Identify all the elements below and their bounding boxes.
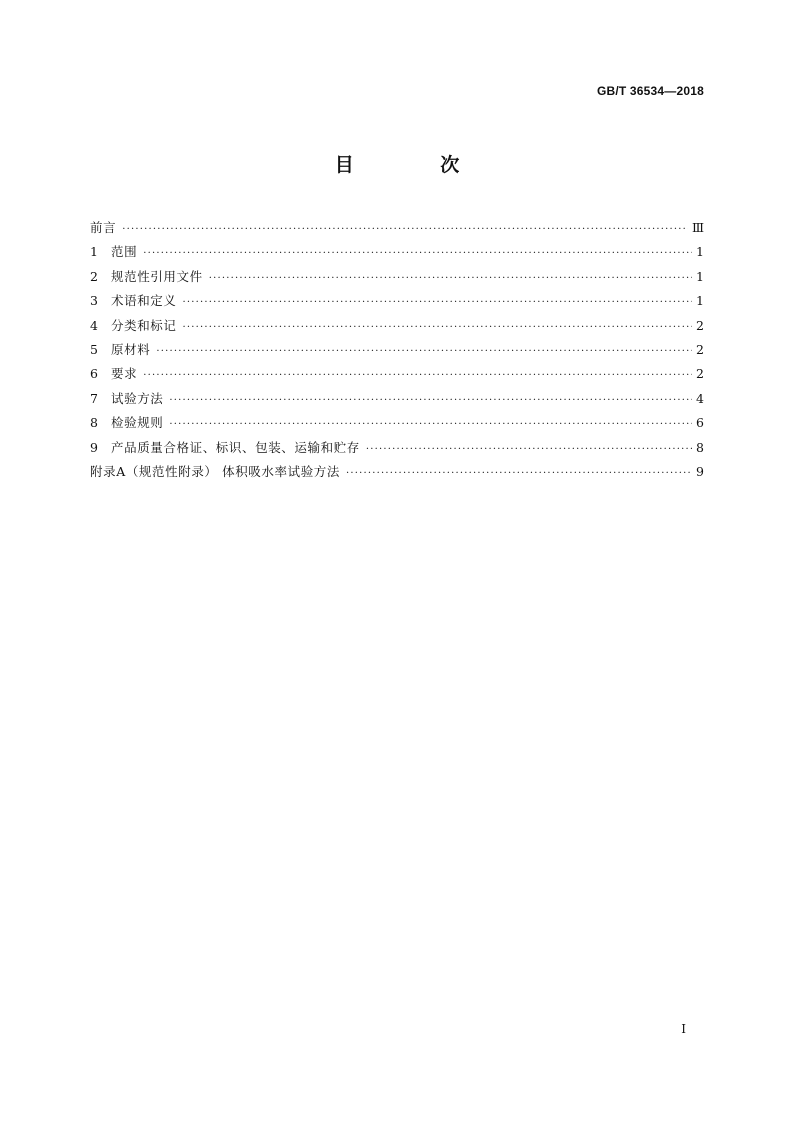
toc-entry-text: 试验方法 — [111, 390, 164, 406]
toc-entry-text: 产品质量合格证、标识、包装、运输和贮存 — [111, 439, 360, 455]
toc-leader-dots — [143, 242, 692, 266]
toc-entry-terms-definitions[interactable] — [90, 289, 704, 313]
standard-number: GB/T 36534—2018 — [596, 84, 704, 98]
toc-leader-dots — [169, 413, 692, 437]
toc-page-number: 1 — [696, 293, 704, 309]
toc-entry-text: 规范性引用文件 — [111, 268, 203, 284]
toc-entry-requirements[interactable] — [90, 362, 704, 386]
toc-leader-dots — [366, 438, 692, 462]
toc-page-number: 1 — [696, 244, 704, 260]
toc-entry-inspection-rules[interactable] — [90, 411, 704, 435]
toc-entry-number: 1 — [90, 244, 98, 260]
toc-entry-number: 7 — [90, 390, 98, 406]
toc-page-number: 1 — [696, 268, 704, 284]
toc-entry-test-methods[interactable] — [90, 387, 704, 411]
toc-entry-text: 附录A（规范性附录） 体积吸水率试验方法 — [90, 463, 341, 479]
toc-leader-dots — [183, 291, 692, 315]
toc-entry-number: 3 — [90, 293, 98, 309]
toc-page-number: 2 — [696, 317, 704, 333]
toc-entry-text: 检验规则 — [111, 415, 164, 431]
page-title: 目 次 — [334, 154, 500, 176]
toc-entry-text: 术语和定义 — [111, 293, 177, 309]
toc-leader-dots — [156, 340, 692, 364]
toc-entry-raw-materials[interactable] — [90, 338, 704, 362]
toc-entry-number: 5 — [90, 341, 98, 357]
toc-leader-dots — [209, 267, 692, 291]
toc-page-number: 2 — [696, 341, 704, 357]
toc-entry-number: 6 — [90, 366, 98, 382]
toc-page-number: 4 — [696, 390, 704, 406]
toc-entry-number: 4 — [90, 317, 98, 333]
table-of-contents — [90, 216, 704, 484]
toc-leader-dots — [122, 218, 688, 242]
toc-entry-scope[interactable] — [90, 240, 704, 264]
toc-page-number: Ⅲ — [691, 220, 704, 235]
toc-page-number: 2 — [696, 366, 704, 382]
toc-entry-normative-references[interactable] — [90, 265, 704, 289]
toc-entry-text: 要求 — [111, 366, 138, 382]
toc-entry-classification[interactable] — [90, 314, 704, 338]
toc-entry-text: 原材料 — [111, 341, 151, 357]
toc-entry-certificate-packaging[interactable] — [90, 436, 704, 460]
toc-entry-text: 范围 — [111, 244, 138, 260]
toc-leader-dots — [183, 316, 692, 340]
toc-page-number: 6 — [696, 415, 704, 431]
toc-leader-dots — [346, 462, 692, 486]
toc-entry-text: 分类和标记 — [111, 317, 177, 333]
toc-page-number: 9 — [696, 463, 704, 479]
toc-entry-number: 9 — [90, 439, 98, 455]
page-number: Ⅰ — [681, 1022, 686, 1036]
toc-entry-text: 前言 — [90, 220, 117, 235]
toc-leader-dots — [143, 364, 692, 388]
toc-entry-number: 2 — [90, 268, 98, 284]
toc-page-number: 8 — [696, 439, 704, 455]
toc-entry-number: 8 — [90, 415, 98, 431]
toc-entry-preface[interactable] — [90, 216, 704, 240]
toc-leader-dots — [169, 389, 692, 413]
toc-entry-annex-a[interactable] — [90, 460, 704, 484]
